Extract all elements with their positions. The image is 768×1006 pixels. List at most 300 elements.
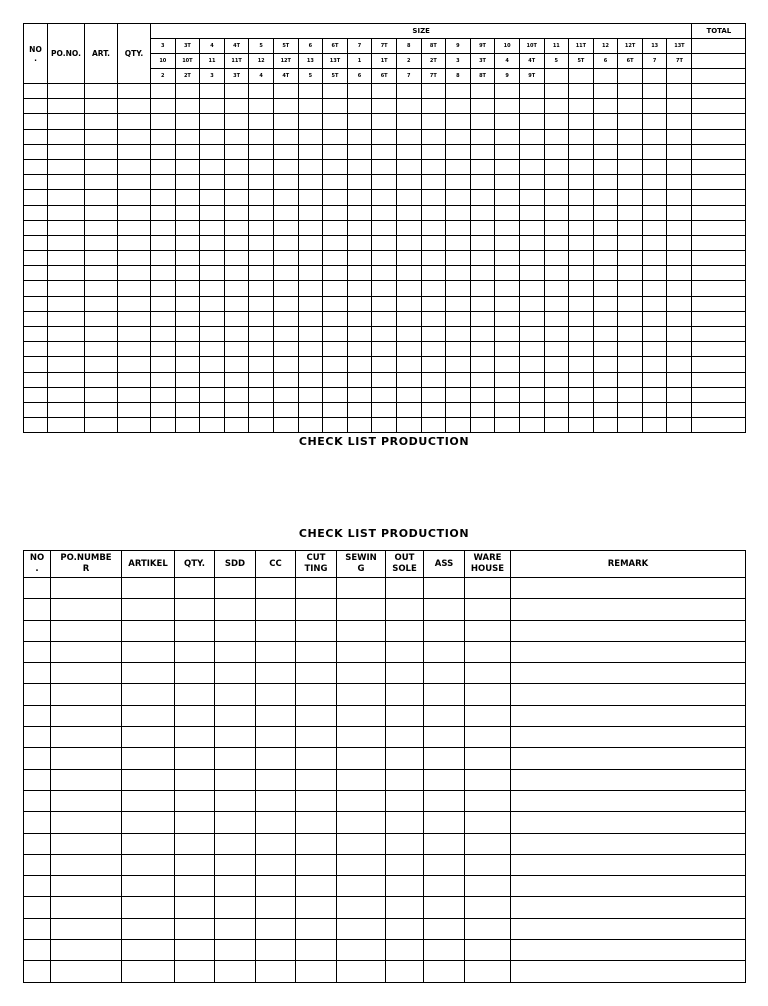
table-cell[interactable] — [642, 251, 667, 266]
table-cell[interactable] — [519, 311, 544, 326]
table-cell[interactable] — [273, 372, 298, 387]
table-cell[interactable] — [24, 748, 51, 769]
table-cell[interactable] — [249, 205, 274, 220]
table-cell[interactable] — [175, 705, 215, 726]
table-cell[interactable] — [667, 190, 692, 205]
table-cell[interactable] — [200, 235, 225, 250]
table-cell[interactable] — [618, 281, 643, 296]
table-cell[interactable] — [593, 387, 618, 402]
table-cell[interactable] — [692, 251, 746, 266]
table-cell[interactable] — [593, 205, 618, 220]
table-cell[interactable] — [470, 372, 495, 387]
table-cell[interactable] — [495, 129, 520, 144]
table-cell[interactable] — [273, 220, 298, 235]
table-cell[interactable] — [372, 159, 397, 174]
table-cell[interactable] — [347, 266, 372, 281]
table-cell[interactable] — [593, 402, 618, 417]
table-cell[interactable] — [667, 402, 692, 417]
table-cell[interactable] — [667, 159, 692, 174]
table-cell[interactable] — [544, 190, 569, 205]
table-cell[interactable] — [347, 372, 372, 387]
table-cell[interactable] — [118, 220, 151, 235]
table-cell[interactable] — [51, 663, 122, 684]
table-cell[interactable] — [470, 251, 495, 266]
table-cell[interactable] — [593, 144, 618, 159]
table-cell[interactable] — [256, 620, 296, 641]
table-cell[interactable] — [273, 235, 298, 250]
table-cell[interactable] — [85, 159, 118, 174]
table-cell[interactable] — [642, 402, 667, 417]
table-cell[interactable] — [51, 790, 122, 811]
table-cell[interactable] — [215, 918, 256, 939]
table-cell[interactable] — [465, 620, 511, 641]
table-cell[interactable] — [175, 812, 215, 833]
table-cell[interactable] — [273, 99, 298, 114]
table-cell[interactable] — [519, 205, 544, 220]
table-cell[interactable] — [256, 641, 296, 662]
table-cell[interactable] — [544, 129, 569, 144]
table-cell[interactable] — [249, 387, 274, 402]
table-cell[interactable] — [519, 342, 544, 357]
table-cell[interactable] — [24, 342, 48, 357]
table-cell[interactable] — [24, 684, 51, 705]
table-cell[interactable] — [446, 402, 471, 417]
table-cell[interactable] — [618, 311, 643, 326]
table-cell[interactable] — [386, 769, 424, 790]
table-cell[interactable] — [151, 205, 176, 220]
table-cell[interactable] — [642, 159, 667, 174]
table-cell[interactable] — [175, 854, 215, 875]
table-cell[interactable] — [249, 402, 274, 417]
table-cell[interactable] — [618, 357, 643, 372]
table-cell[interactable] — [511, 705, 746, 726]
table-cell[interactable] — [323, 357, 348, 372]
table-cell[interactable] — [337, 961, 386, 982]
table-cell[interactable] — [175, 281, 200, 296]
table-cell[interactable] — [224, 159, 249, 174]
table-cell[interactable] — [215, 663, 256, 684]
table-cell[interactable] — [421, 159, 446, 174]
table-cell[interactable] — [298, 296, 323, 311]
table-cell[interactable] — [593, 235, 618, 250]
table-cell[interactable] — [200, 387, 225, 402]
table-cell[interactable] — [424, 790, 465, 811]
table-cell[interactable] — [386, 854, 424, 875]
table-cell[interactable] — [446, 175, 471, 190]
table-cell[interactable] — [470, 144, 495, 159]
table-cell[interactable] — [470, 402, 495, 417]
table-cell[interactable] — [48, 327, 85, 342]
table-cell[interactable] — [200, 418, 225, 433]
table-cell[interactable] — [692, 281, 746, 296]
table-cell[interactable] — [569, 235, 594, 250]
table-cell[interactable] — [85, 402, 118, 417]
table-cell[interactable] — [386, 748, 424, 769]
table-cell[interactable] — [642, 205, 667, 220]
table-cell[interactable] — [692, 129, 746, 144]
table-cell[interactable] — [273, 190, 298, 205]
table-cell[interactable] — [618, 175, 643, 190]
table-cell[interactable] — [323, 159, 348, 174]
table-cell[interactable] — [224, 418, 249, 433]
table-cell[interactable] — [465, 684, 511, 705]
table-cell[interactable] — [642, 311, 667, 326]
table-cell[interactable] — [175, 327, 200, 342]
table-cell[interactable] — [224, 402, 249, 417]
table-cell[interactable] — [51, 684, 122, 705]
table-cell[interactable] — [298, 251, 323, 266]
table-cell[interactable] — [470, 114, 495, 129]
table-cell[interactable] — [495, 418, 520, 433]
table-cell[interactable] — [386, 578, 424, 599]
table-cell[interactable] — [347, 84, 372, 99]
table-cell[interactable] — [175, 641, 215, 662]
table-cell[interactable] — [593, 159, 618, 174]
table-cell[interactable] — [544, 251, 569, 266]
table-cell[interactable] — [544, 311, 569, 326]
table-cell[interactable] — [618, 327, 643, 342]
table-cell[interactable] — [347, 114, 372, 129]
table-cell[interactable] — [249, 372, 274, 387]
table-cell[interactable] — [85, 129, 118, 144]
table-cell[interactable] — [446, 220, 471, 235]
table-cell[interactable] — [593, 190, 618, 205]
table-cell[interactable] — [446, 387, 471, 402]
table-cell[interactable] — [224, 357, 249, 372]
table-cell[interactable] — [692, 311, 746, 326]
table-cell[interactable] — [618, 251, 643, 266]
table-cell[interactable] — [298, 311, 323, 326]
table-cell[interactable] — [122, 961, 175, 982]
table-cell[interactable] — [642, 220, 667, 235]
table-cell[interactable] — [421, 251, 446, 266]
table-cell[interactable] — [618, 266, 643, 281]
table-cell[interactable] — [495, 327, 520, 342]
table-cell[interactable] — [372, 251, 397, 266]
table-cell[interactable] — [273, 114, 298, 129]
table-cell[interactable] — [175, 387, 200, 402]
table-cell[interactable] — [470, 281, 495, 296]
table-cell[interactable] — [24, 220, 48, 235]
table-cell[interactable] — [470, 266, 495, 281]
table-cell[interactable] — [51, 940, 122, 961]
table-cell[interactable] — [424, 769, 465, 790]
table-cell[interactable] — [122, 812, 175, 833]
table-cell[interactable] — [24, 235, 48, 250]
table-cell[interactable] — [151, 387, 176, 402]
table-cell[interactable] — [396, 327, 421, 342]
table-cell[interactable] — [118, 175, 151, 190]
table-cell[interactable] — [51, 812, 122, 833]
table-cell[interactable] — [495, 296, 520, 311]
table-cell[interactable] — [122, 876, 175, 897]
table-cell[interactable] — [396, 372, 421, 387]
table-cell[interactable] — [48, 357, 85, 372]
table-cell[interactable] — [224, 144, 249, 159]
table-cell[interactable] — [200, 327, 225, 342]
table-cell[interactable] — [200, 114, 225, 129]
table-cell[interactable] — [296, 705, 337, 726]
table-cell[interactable] — [642, 281, 667, 296]
table-cell[interactable] — [122, 578, 175, 599]
table-cell[interactable] — [519, 327, 544, 342]
table-cell[interactable] — [386, 599, 424, 620]
table-cell[interactable] — [296, 769, 337, 790]
table-cell[interactable] — [446, 235, 471, 250]
table-cell[interactable] — [495, 387, 520, 402]
table-cell[interactable] — [446, 296, 471, 311]
table-cell[interactable] — [667, 114, 692, 129]
table-cell[interactable] — [618, 418, 643, 433]
table-cell[interactable] — [569, 418, 594, 433]
table-cell[interactable] — [372, 372, 397, 387]
table-cell[interactable] — [323, 144, 348, 159]
table-cell[interactable] — [48, 220, 85, 235]
table-cell[interactable] — [51, 641, 122, 662]
table-cell[interactable] — [569, 402, 594, 417]
table-cell[interactable] — [511, 790, 746, 811]
table-cell[interactable] — [347, 99, 372, 114]
table-cell[interactable] — [337, 790, 386, 811]
table-cell[interactable] — [424, 620, 465, 641]
table-cell[interactable] — [215, 854, 256, 875]
table-cell[interactable] — [372, 175, 397, 190]
table-cell[interactable] — [200, 175, 225, 190]
table-cell[interactable] — [337, 578, 386, 599]
table-cell[interactable] — [51, 876, 122, 897]
table-cell[interactable] — [175, 940, 215, 961]
table-cell[interactable] — [386, 833, 424, 854]
table-cell[interactable] — [470, 342, 495, 357]
table-cell[interactable] — [692, 159, 746, 174]
table-cell[interactable] — [642, 266, 667, 281]
table-cell[interactable] — [151, 220, 176, 235]
table-cell[interactable] — [85, 235, 118, 250]
table-cell[interactable] — [296, 663, 337, 684]
table-cell[interactable] — [519, 296, 544, 311]
table-cell[interactable] — [24, 296, 48, 311]
table-cell[interactable] — [337, 599, 386, 620]
table-cell[interactable] — [421, 235, 446, 250]
table-cell[interactable] — [495, 342, 520, 357]
table-cell[interactable] — [151, 342, 176, 357]
table-cell[interactable] — [618, 190, 643, 205]
table-cell[interactable] — [642, 342, 667, 357]
table-cell[interactable] — [48, 311, 85, 326]
table-cell[interactable] — [569, 175, 594, 190]
table-cell[interactable] — [593, 342, 618, 357]
table-cell[interactable] — [618, 114, 643, 129]
table-cell[interactable] — [273, 144, 298, 159]
table-cell[interactable] — [151, 418, 176, 433]
table-cell[interactable] — [642, 175, 667, 190]
table-cell[interactable] — [421, 418, 446, 433]
table-cell[interactable] — [495, 114, 520, 129]
table-cell[interactable] — [273, 84, 298, 99]
table-cell[interactable] — [667, 205, 692, 220]
table-cell[interactable] — [692, 327, 746, 342]
table-cell[interactable] — [175, 144, 200, 159]
table-cell[interactable] — [48, 114, 85, 129]
table-cell[interactable] — [642, 235, 667, 250]
table-cell[interactable] — [296, 790, 337, 811]
table-cell[interactable] — [446, 372, 471, 387]
table-cell[interactable] — [24, 144, 48, 159]
table-cell[interactable] — [511, 578, 746, 599]
table-cell[interactable] — [347, 311, 372, 326]
table-cell[interactable] — [667, 387, 692, 402]
table-cell[interactable] — [48, 205, 85, 220]
table-cell[interactable] — [396, 129, 421, 144]
table-cell[interactable] — [593, 281, 618, 296]
table-cell[interactable] — [175, 663, 215, 684]
table-cell[interactable] — [470, 235, 495, 250]
table-cell[interactable] — [48, 129, 85, 144]
table-cell[interactable] — [51, 578, 122, 599]
table-cell[interactable] — [424, 705, 465, 726]
table-cell[interactable] — [298, 235, 323, 250]
table-cell[interactable] — [200, 190, 225, 205]
table-cell[interactable] — [692, 418, 746, 433]
table-cell[interactable] — [273, 175, 298, 190]
table-cell[interactable] — [249, 251, 274, 266]
table-cell[interactable] — [51, 854, 122, 875]
table-cell[interactable] — [175, 418, 200, 433]
table-cell[interactable] — [495, 357, 520, 372]
table-cell[interactable] — [396, 402, 421, 417]
table-cell[interactable] — [256, 578, 296, 599]
table-cell[interactable] — [544, 84, 569, 99]
table-cell[interactable] — [446, 357, 471, 372]
table-cell[interactable] — [24, 812, 51, 833]
table-cell[interactable] — [24, 940, 51, 961]
table-cell[interactable] — [24, 190, 48, 205]
table-cell[interactable] — [495, 266, 520, 281]
table-cell[interactable] — [151, 190, 176, 205]
table-cell[interactable] — [692, 144, 746, 159]
table-cell[interactable] — [273, 357, 298, 372]
table-cell[interactable] — [256, 663, 296, 684]
table-cell[interactable] — [85, 327, 118, 342]
table-cell[interactable] — [519, 159, 544, 174]
table-cell[interactable] — [24, 251, 48, 266]
table-cell[interactable] — [692, 266, 746, 281]
table-cell[interactable] — [372, 205, 397, 220]
table-cell[interactable] — [122, 748, 175, 769]
table-cell[interactable] — [421, 311, 446, 326]
table-cell[interactable] — [386, 918, 424, 939]
table-cell[interactable] — [495, 190, 520, 205]
table-cell[interactable] — [465, 876, 511, 897]
table-cell[interactable] — [544, 266, 569, 281]
table-cell[interactable] — [296, 854, 337, 875]
table-cell[interactable] — [511, 684, 746, 705]
table-cell[interactable] — [175, 897, 215, 918]
table-cell[interactable] — [256, 833, 296, 854]
table-cell[interactable] — [24, 727, 51, 748]
table-cell[interactable] — [175, 620, 215, 641]
table-cell[interactable] — [667, 418, 692, 433]
table-cell[interactable] — [85, 387, 118, 402]
table-cell[interactable] — [256, 705, 296, 726]
table-cell[interactable] — [465, 833, 511, 854]
table-cell[interactable] — [298, 175, 323, 190]
table-cell[interactable] — [215, 705, 256, 726]
table-cell[interactable] — [495, 84, 520, 99]
table-cell[interactable] — [424, 578, 465, 599]
table-cell[interactable] — [24, 599, 51, 620]
table-cell[interactable] — [544, 296, 569, 311]
table-cell[interactable] — [215, 940, 256, 961]
table-cell[interactable] — [465, 854, 511, 875]
table-cell[interactable] — [298, 418, 323, 433]
table-cell[interactable] — [122, 918, 175, 939]
table-cell[interactable] — [544, 357, 569, 372]
table-cell[interactable] — [85, 99, 118, 114]
table-cell[interactable] — [122, 854, 175, 875]
table-cell[interactable] — [151, 129, 176, 144]
table-cell[interactable] — [224, 387, 249, 402]
table-cell[interactable] — [24, 372, 48, 387]
table-cell[interactable] — [200, 311, 225, 326]
table-cell[interactable] — [200, 129, 225, 144]
table-cell[interactable] — [85, 357, 118, 372]
table-cell[interactable] — [446, 342, 471, 357]
table-cell[interactable] — [519, 114, 544, 129]
table-cell[interactable] — [692, 205, 746, 220]
table-cell[interactable] — [273, 266, 298, 281]
table-cell[interactable] — [569, 387, 594, 402]
table-cell[interactable] — [692, 220, 746, 235]
table-cell[interactable] — [667, 296, 692, 311]
table-cell[interactable] — [511, 748, 746, 769]
table-cell[interactable] — [347, 144, 372, 159]
table-cell[interactable] — [175, 918, 215, 939]
table-cell[interactable] — [118, 205, 151, 220]
table-cell[interactable] — [386, 876, 424, 897]
table-cell[interactable] — [298, 372, 323, 387]
table-cell[interactable] — [151, 266, 176, 281]
table-cell[interactable] — [465, 790, 511, 811]
table-cell[interactable] — [175, 372, 200, 387]
table-cell[interactable] — [421, 205, 446, 220]
table-cell[interactable] — [421, 114, 446, 129]
table-cell[interactable] — [667, 327, 692, 342]
table-cell[interactable] — [337, 769, 386, 790]
table-cell[interactable] — [446, 205, 471, 220]
table-cell[interactable] — [396, 84, 421, 99]
table-cell[interactable] — [465, 748, 511, 769]
table-cell[interactable] — [249, 357, 274, 372]
table-cell[interactable] — [347, 251, 372, 266]
table-cell[interactable] — [85, 84, 118, 99]
table-cell[interactable] — [175, 266, 200, 281]
table-cell[interactable] — [256, 876, 296, 897]
table-cell[interactable] — [396, 205, 421, 220]
table-cell[interactable] — [446, 84, 471, 99]
table-cell[interactable] — [511, 918, 746, 939]
table-cell[interactable] — [200, 266, 225, 281]
table-cell[interactable] — [175, 833, 215, 854]
table-cell[interactable] — [511, 641, 746, 662]
table-cell[interactable] — [323, 327, 348, 342]
table-cell[interactable] — [118, 311, 151, 326]
table-cell[interactable] — [642, 387, 667, 402]
table-cell[interactable] — [470, 311, 495, 326]
table-cell[interactable] — [337, 705, 386, 726]
table-cell[interactable] — [593, 311, 618, 326]
table-cell[interactable] — [593, 418, 618, 433]
